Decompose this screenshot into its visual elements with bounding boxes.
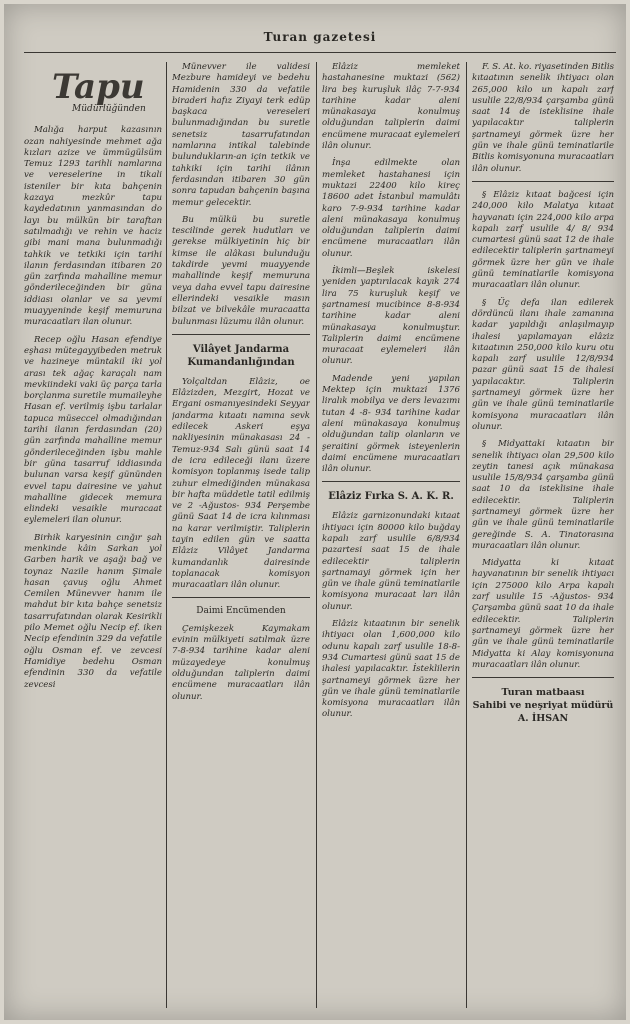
article-paragraph: İnşa edilmekte olan memleket hastahanesi için muktazi 22400 kilo kireç 18600 adet İstanbul mamulâtı karo 7-9-934 tarihine kadar aleni münakasaya konulmuş olduğundan taliplerin daimi encümene muracaatları ilân olunur. [322,158,460,259]
column-rule [166,62,167,1008]
article-paragraph: Madende yeni yapılan Mektep için muktazi 1376 liralık mobilya ve ders levazımı tutan 4 -8- 934 tarihine kadar aleni münakasaya konulmuş olduğundan talip olanların ve şeraitini görmek isteyenlerin daimi encümene muracaatları ilân olunur. [322,373,460,475]
column-4 [472,62,614,1010]
article-paragraph: Birhik karyesinin cınğır şah menkinde kâin Sarkan yol Garben harik ve aşağı bağ ve toynaz Nazile hanım Şimale hasan çavuş oğlu Ahmet Cemilen Münevver hanım ile mahdut bir kıta bahçe senetsiz tasarrufatından olarak Kesirikli pilo Memet oğlu Necip ef. iken Necip efendinin 329 da vefatile oğlu Osman ef. ve zevcesi Hamidiye bedehu Osman efendinin 330 da vefatile zevcesi [24,532,162,690]
section-heading: Vilâyet Jandarma Kumandanlığından [187,343,295,368]
newspaper-page [4,4,626,1020]
column-rule [316,62,317,1008]
article-paragraph: Elâziz kıtaatının bir senelik ihtiyacı olan 1,600,000 kilo odunu kapalı zarf usulile 18-8-934 Cumartesi günü saat 15 de ihalesi yapılacaktır. İsteklilerin şartnameyi görmek üzre her gün ve ihale günü teminatlarile komisyona muracaatları ilân olunur. [322,619,460,720]
article-paragraph: Malığa harput kazasının ozan nahiyesinde mehmet ağa kızları azize ve ümmügülsüm Temuz 1293 tarihli namlarına ve vereselerine in tikali isteniler bir kıta bahçenin kazaya mezkûr tapu kaydedatının yanmasından do layı bu mülkün bir taraftan satılmadığı ve rehin ve haciz gibi mani mana bulunmadığı tahkik ve tetkiki için tarihi ilanın ferdasından itibaren 20 gün zarfında mahalline memur gönderileceğinden bir güna iddiası olanlar ve sa yevmi muayyeninde keşif memuruna muracaatları ilan olunur. [24,125,162,328]
article-paragraph: Bu mülkü bu suretle tescilinde gerek hudutları ve gerekse mülkiyetinin hiç bir kimse ile alâkası bulunduğu takdirde yevmi muayyende mahallinde keşif memuruna veya daha evvel tapu dairesine ellerindeki vesaikle masın bilzat ve bilvekâle muracaatta bulunması lüzumu ilân olunur. [172,214,310,327]
article-paragraph: İkimli—Beşlek iskelesi yeniden yaptırılacak kayık 274 lira 75 kuruşluk keşif ve şartnamesi mucibince 8-8-934 tarihine kadar aleni münakasaya konulmuştur. Taliplerin daimi encümene muracaat eylemeleri ilân olunur. [322,266,460,367]
publisher-label: Sahibi ve neşriyat müdürü [472,700,614,712]
article-paragraph: Elâziz garnizonundaki kıtaat ihtiyacı için 80000 kilo buğday kapalı zarf usulile 6/8/934 pazartesi saat 15 de ihale edilecektir taliplerin şartnamayi görmek için her gün ve ihale günü teminatlarile komisyona muracaat ları ilân olunur. [322,511,460,612]
article-paragraph: F. S. At. ko. riyasetinden Bitlis kıtaatının senelik ihtiyacı olan 265,000 kilo un kapalı zarf usulile 22/8/934 çarşamba günü saat 14 de isteklisine ihale yapılacaktır taliplerin şartnameyi görmek üzre her gün ve ihale günü teminatlarile Bitlis komisyonuna muracaatları ilân olunur. [472,62,614,174]
section-divider [172,334,310,335]
masthead: Turan gazetesi [24,30,616,53]
article-paragraph: Recep oğlu Hasan efendiye eşhası mütegayyibeden metruk ve hazineye müntakil iki yol arası tek ağaç karaçalı nam mevkiindeki vaki üç parça tarla borçlanma suretile mumaileyhe Hasan ef. verilmiş işbu tarlalar tapuca müseccel olmadığından tarihi ilanın ferdasından (20) gün zarfında mahalline memur gönderileceğinden işbu mahle bir güna tasarruf iddiasında bulunan varsa keşif gününden evvel tapu dairesine ve yahut mahalline gidecek memura elindeki vesaikle muracaat eylemeleri ilan olunur. [24,334,162,526]
article-paragraph: Yolçaltdan Elâziz, oe Elâzizden, Mezgirt, Hozat ve Ergani osmanıyesindeki Seyyar jandarma kıtaatı namına sevk edilecek Askeri eşya nakliyesinin münakasası 24 -Temuz-934 Salı günü saat 14 de icra edileceği ilanı üzere komisyon toplanmış isede talip zuhur elmediğinden münakasa bir hafta müddetle tatil edilmiş ve 2 -Ağustos- 934 Perşembe günü Saat 14 de icra kılınması na karar verilmiştir. Taliplerin tayin edilen gün ve saatta Elâziz Vilâyet Jandarma kumandanlık dairesinde toplanacak komisyon muracaatları ilân olunur. [172,376,310,591]
column-1 [24,62,162,1010]
article-paragraph: Münevver ile validesi Mezbure hamideyi ve bedehu Hamidenin 330 da vefatile biraderi hafız Ziyayi terk edüp başkaca vereseleri bulunmadığından bu suretle senetsiz tasarrufatından namlarına intikal talebinde bulundukların-an için tetkik ve tahkiki için tarihi ilânın ferdasından itibaren 30 gün sonra tapudan bahçenin başına memur gelecektir. [172,62,310,208]
column-3 [322,62,460,1010]
column-2 [172,62,310,1010]
section-divider [472,677,614,678]
article-title: Tapu [52,67,145,107]
article-paragraph: § Üç defa ilan edilerek dördüncü ilanı ihale zamanına kadar yapıldığı anlaşılmayıp ihalesi yapılamayan elâziz kıtaatının 250,000 kilo kuru otu kapalı zarf usulile 12/8/934 pazar günü saat 15 de ihalesi yapılacaktır. Taliplerin şartnameyi görmek üzre her gün ve ihale günü teminatlarile komisyona muracaatları ilân olunur. [472,297,614,432]
printer-name: Turan matbaası [501,687,585,699]
section-heading: Daimi Encümenden [196,606,286,617]
publisher-name: A. İHSAN [517,713,569,725]
article-paragraph: § Midyattaki kıtaatın bir senelik ihtiyacı olan 29,500 kilo zeytin tanesi açık münakasa usulile 15/8/934 çarşamba günü saat 10 da isteklisine ihale edilecektir. Taliplerin şartnameyi görmek üzre her gün ve ihale günü teminatlarile gereğinde S. A. Tinatorasına muracaatları ilân olunur. [472,439,614,551]
printer-imprint [472,686,614,725]
article-paragraph: § Elâziz kıtaat bağcesi için 240,000 kilo Malatya kıtaat hayvanatı için 224,000 kilo arpa kapalı zarf usulile 4/ 8/ 934 cumartesi günü saat 12 de ihale edilecektir taliplerin şartnameyi görmek üzre her gün ve ihale günü teminatlarile komisyona muracaatları ilân olunur. [472,189,614,291]
article-paragraph: Midyatta ki kıtaat hayvanatının bir senelik ihtiyacı için 275000 kilo Arpa kapalı zarf usulile 15 -Ağustos- 934 Çarşamba günü saat 10 da ihale edilecektir. Taliplerin şartnameyi görmek üzre her gün ve ihale günü teminatlarile Midyatta ki Alay komisyonuna muracaatları ilân olunur. [472,558,614,670]
article-subtitle: Müdürlüğünden [72,104,146,114]
section-heading: Elâziz Fırka S. A. K. R. [328,491,454,503]
column-rule [466,62,467,1008]
section-divider [322,481,460,482]
section-divider [472,181,614,182]
article-paragraph: Elâziz memleket hastahanesine muktazi (562) lira beş kuruşluk ilâç 7-7-934 tarihine kadar aleni münakasaya konulmuş olduğundan taliplerin daimi encümene muracaat eylemeleri ilân olunur. [322,62,460,152]
article-paragraph: Çemişkezek Kaymakam evinin mülkiyeti satılmak üzre 7-8-934 tarihine kadar aleni müzayedeye konulmuş olduğundan taliplerin daimi encümene muracaatları ilân olunur. [172,623,310,702]
section-divider [172,597,310,598]
